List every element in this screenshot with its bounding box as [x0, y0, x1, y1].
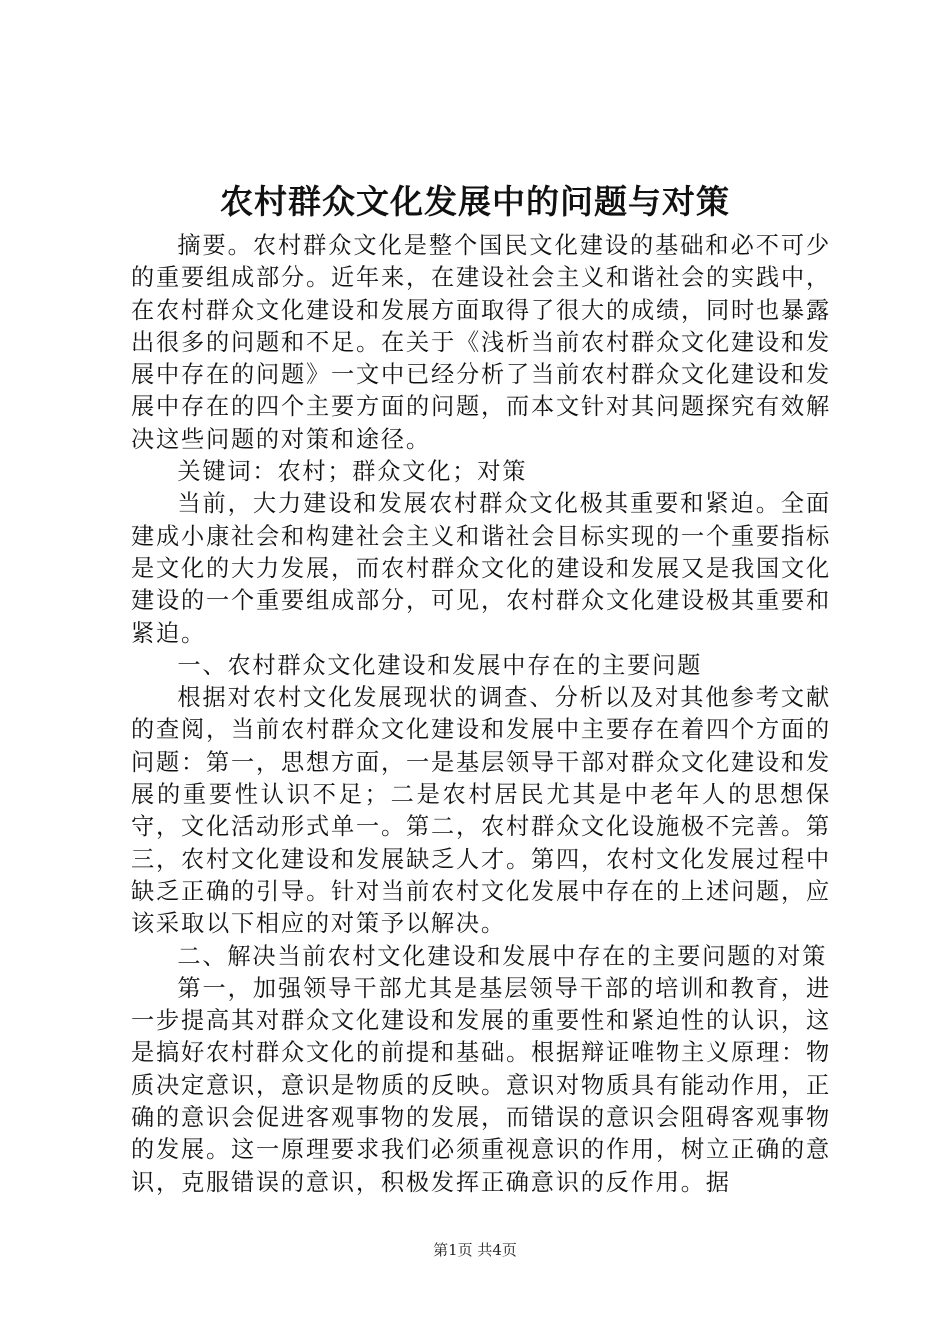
- document-title: 农村群众文化发展中的问题与对策: [220, 182, 730, 221]
- document-body: [131, 230, 831, 1199]
- body-paragraph: 当前，大力建设和发展农村群众文化极其重要和紧迫。全面建成小康社会和构建社会主义和谐社会目标实现的一个重要指标是文化的大力发展，而农村群众文化的建设和发展又是我国文化建设的一个重要组成部分，可见，农村群众文化建设极其重要和紧迫。: [131, 490, 831, 647]
- section-heading-1: 一、农村群众文化建设和发展中存在的主要问题: [177, 651, 703, 679]
- body-paragraph: 根据对农村文化发展现状的调查、分析以及对其他参考文献的查阅，当前农村群众文化建设和发展中主要存在着四个方面的问题：第一，思想方面，一是基层领导干部对群众文化建设和发展的重要性认识不足；二是农村居民尤其是中老年人的思想保守，文化活动形式单一。第二，农村群众文化设施极不完善。第三，农村文化建设和发展缺乏人才。第四，农村文化发展过程中缺乏正确的引导。针对当前农村文化发展中存在的上述问题，应该采取以下相应的对策予以解决。: [131, 684, 831, 938]
- keywords-paragraph: 关键词：农村；群众文化；对策: [177, 458, 528, 486]
- section-heading-2: 二、解决当前农村文化建设和发展中存在的主要问题的对策: [177, 942, 828, 970]
- body-paragraph: 第一，加强领导干部尤其是基层领导干部的培训和教育，进一步提高其对群众文化建设和发展的重要性和紧迫性的认识，这是搞好农村群众文化的前提和基础。根据辩证唯物主义原理：物质决定意识，意识是物质的反映。意识对物质具有能动作用，正确的意识会促进客观事物的发展，而错误的意识会阻碍客观事物的发展。这一原理要求我们必须重视意识的作用，树立正确的意识，克服错误的意识，积极发挥正确意识的反作用。据: [131, 974, 831, 1196]
- abstract-paragraph: 摘要。农村群众文化是整个国民文化建设的基础和必不可少的重要组成部分。近年来，在建设社会主义和谐社会的实践中，在农村群众文化建设和发展方面取得了很大的成绩，同时也暴露出很多的问题和不足。在关于《浅析当前农村群众文化建设和发展中存在的问题》一文中已经分析了当前农村群众文化建设和发展中存在的四个主要方面的问题，而本文针对其问题探究有效解决这些问题的对策和途径。: [131, 232, 831, 453]
- page-number: 第1页 共4页: [433, 1241, 517, 1259]
